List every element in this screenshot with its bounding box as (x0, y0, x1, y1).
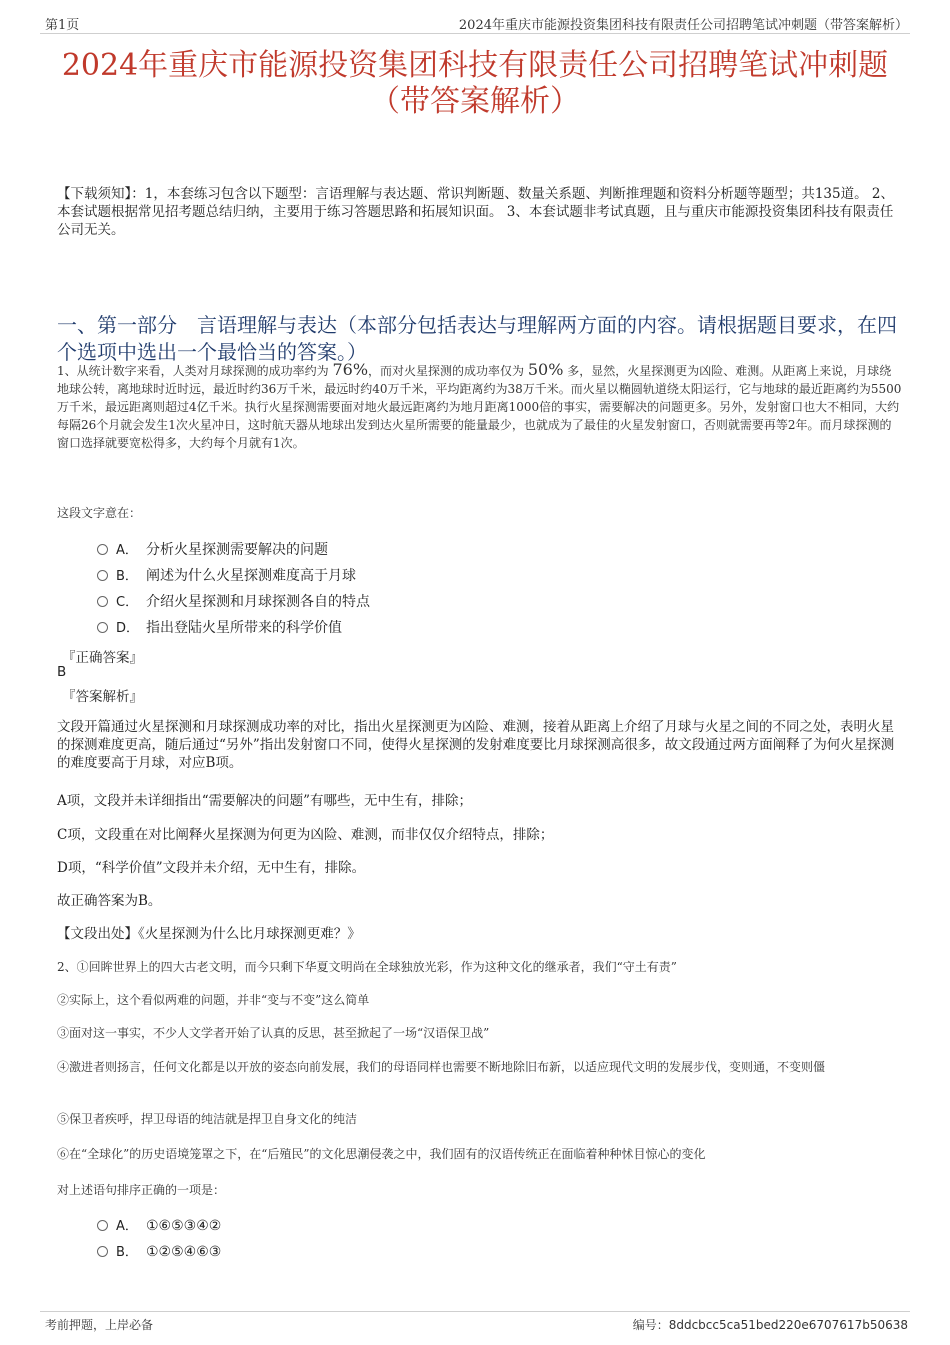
download-notice (57, 185, 902, 239)
code-label: 编号： (632, 1318, 669, 1332)
q2-sentence-5: ⑤保卫者疾呼，捍卫母语的纯洁就是捍卫自身文化的纯洁 (57, 1112, 358, 1126)
radio-icon[interactable] (97, 622, 108, 633)
q1-option-b[interactable] (97, 565, 356, 585)
answer-label: 『正确答案』 (62, 650, 143, 666)
q2-sentence-2: ②实际上，这个看似两难的问题，并非“变与不变”这么简单 (57, 993, 370, 1007)
analysis-paragraph-4: D项，“科学价值”文段并未介绍，无中生有，排除。 (57, 860, 366, 876)
option-letter: B． (116, 1245, 138, 1260)
q2-option-b[interactable] (97, 1241, 221, 1261)
section-heading: 一、第一部分 言语理解与表达（本部分包括表达与理解两方面的内容。请根据题目要求，在四个选项中选出一个最恰当的答案。） (57, 313, 897, 364)
notice-label: 【下载须知】 (57, 186, 132, 202)
q1-text-a: 1、从统计数字来看，人类对月球探测的成功率约为 (57, 364, 329, 378)
radio-icon[interactable] (97, 570, 108, 581)
q1-rate-mars: 50% (527, 360, 564, 379)
document-title-line2: （带答案解析） (370, 84, 580, 119)
q2-sentence-4: ④激进者则扬言，任何文化都是以开放的姿态向前发展，我们的母语同样也需要不断地除旧布新，以适应现代文明的发展步伐，变则通，不变则僵 (57, 1060, 826, 1074)
analysis-paragraph-5: 故正确答案为B。 (57, 893, 162, 909)
option-letter: D． (116, 621, 140, 636)
radio-icon[interactable] (97, 1220, 108, 1231)
running-header-title: 2024年重庆市能源投资集团科技有限责任公司招聘笔试冲刺题（带答案解析） (458, 18, 908, 33)
q1-option-c[interactable] (97, 591, 370, 611)
radio-icon[interactable] (97, 1246, 108, 1257)
analysis-paragraph-3: C项，文段重在对比阐释火星探测为何更为凶险、难测，而非仅仅介绍特点，排除； (57, 827, 554, 843)
page-number: 第1页 (45, 18, 80, 33)
option-text: 分析火星探测需要解决的问题 (146, 542, 328, 558)
option-text: ①②⑤④⑥③ (146, 1244, 222, 1260)
option-text: 介绍火星探测和月球探测各自的特点 (146, 594, 370, 610)
analysis-label: 『答案解析』 (62, 689, 143, 705)
radio-icon[interactable] (97, 544, 108, 555)
q2-prompt: 对上述语句排序正确的一项是： (57, 1183, 226, 1197)
analysis-paragraph-2: A项，文段并未详细指出“需要解决的问题”有哪些，无中生有，排除； (57, 793, 473, 809)
q2-sentence-3: ③面对这一事实，不少人文学者开始了认真的反思，甚至掀起了一场“汉语保卫战” (57, 1026, 490, 1040)
option-letter: A． (116, 543, 138, 558)
radio-icon[interactable] (97, 596, 108, 607)
analysis-paragraph-1: 文段开篇通过火星探测和月球探测成功率的对比，指出火星探测更为凶险、难测，接着从距离上介绍了月球与火星之间的不同之处，表明火星的探测难度更高，随后通过“另外”指出发射窗口不同，使得火星探测的发射难度要比月球探测高很多，故文段通过两方面阐释了为何火星探测的难度要高于月球，对应B项。 (57, 719, 895, 771)
q1-option-d[interactable] (97, 617, 342, 637)
q1-text-c: 多，显然，火星探测更为凶险、难测。从距离上来说，月球绕地球公转，离地球时近时远，最近时约36万千米，最远时约40万千米，平均距离约为38万千米。而火星以椭圆轨道绕太阳运行，它与地球的最近距离约为5500万千米，最远距离则超过4亿千米。执行火星探测需要面对地火最远距离约为地月距离1000倍的事实，需要解决的问题更多。另外，发射窗口也大不相同，大约每隔26个月就会发生1次火星冲日，这时航天器从地球出发到达火星所需要的能量最少，也就成为了最佳的火星发射窗口，否则就需要再等2年。而月球探测的窗口选择就要宽松得多，大约每个月就有1次。 (57, 364, 902, 450)
option-letter: A． (116, 1219, 138, 1234)
q1-rate-moon: 76% (332, 360, 369, 379)
header-divider (40, 33, 910, 34)
q1-text-b: ，而对火星探测的成功率仅为 (368, 364, 525, 378)
footer-code (633, 1316, 908, 1333)
q2-option-a[interactable] (97, 1215, 221, 1235)
footer-slogan: 考前押题，上岸必备 (45, 1318, 154, 1332)
option-letter: C． (116, 595, 139, 610)
q1-option-a[interactable] (97, 539, 328, 559)
notice-text: ：1，本套练习包含以下题型：言语理解与表达题、常识判断题、数量关系题、判断推理题和资料分析题等题型；共135道。 2、本套试题根据常见招考题总结归纳，主要用于练习答题思路和拓展知识面。 3、本套试题非考试真题，且与重庆市能源投资集团科技有限责任公司无关。 (57, 186, 894, 238)
document-title-line1: 2024年重庆市能源投资集团科技有限责任公司招聘笔试冲刺题 (61, 48, 889, 83)
option-letter: B． (116, 569, 138, 584)
source-note: 【文段出处】《火星探测为什么比月球探测更难？》 (57, 926, 361, 942)
option-text: ①⑥⑤③④② (146, 1218, 222, 1234)
answer-value: B (57, 664, 67, 680)
option-text: 阐述为什么火星探测难度高于月球 (146, 568, 356, 584)
code-value: 8ddcbcc5ca51bed220e6707617b50638 (668, 1318, 908, 1332)
question-1-stem (57, 361, 902, 452)
q2-sentence-1: 2、①回眸世界上的四大古老文明，而今只剩下华夏文明尚在全球独放光彩，作为这种文化的继承者，我们“守土有责” (57, 960, 677, 974)
q2-sentence-6: ⑥在“全球化”的历史语境笼罩之下，在“后殖民”的文化思潮侵袭之中，我们固有的汉语传统正在面临着种种怵目惊心的变化 (57, 1147, 706, 1161)
option-text: 指出登陆火星所带来的科学价值 (146, 620, 342, 636)
q1-prompt: 这段文字意在： (57, 506, 142, 520)
footer-divider (40, 1311, 910, 1312)
